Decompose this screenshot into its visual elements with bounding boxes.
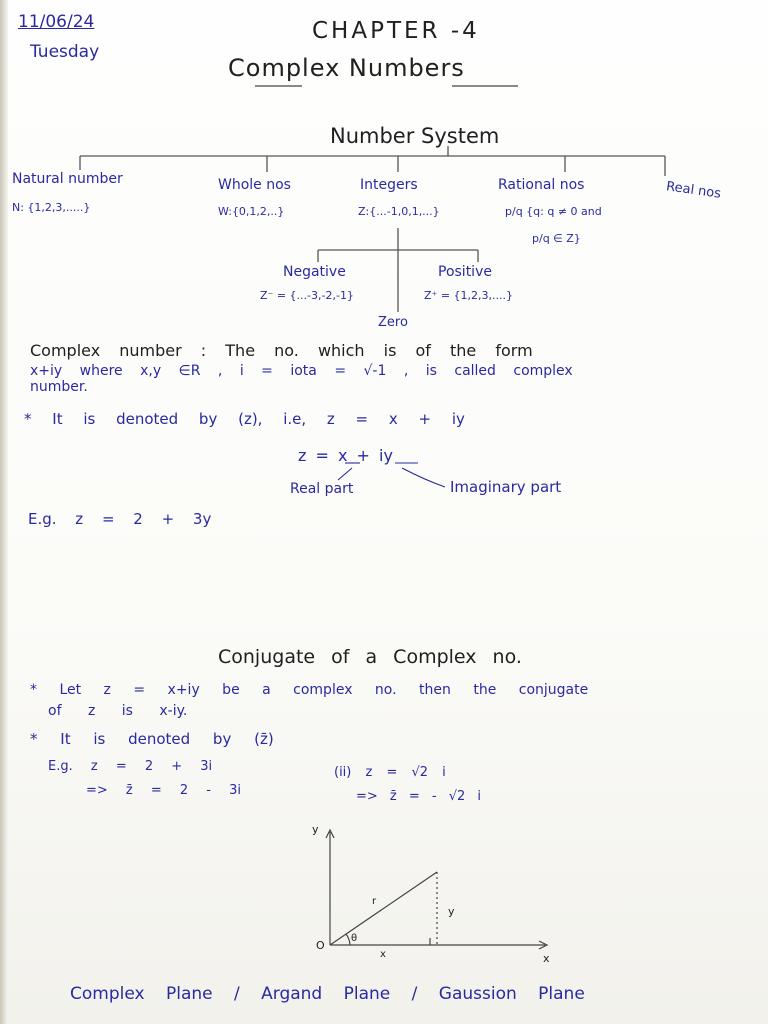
complex-denoted: * It is denoted by (z), i.e, z = x + iy (24, 410, 465, 428)
complex-def-line3: number. (30, 379, 88, 395)
conjugate-denoted: * It is denoted by (z̄) (30, 730, 274, 748)
conjugate-example1-zbar: => z̄ = 2 - 3i (86, 783, 242, 798)
rational-nos-set-line2: p/q ∈ Z} (532, 232, 581, 245)
x-axis-label: x (543, 952, 550, 965)
x-dimension-label: x (380, 949, 386, 960)
date: 11/06/24 (18, 12, 95, 32)
conjugate-line1: * Let z = x+iy be a complex no. then the conjugate (30, 682, 589, 698)
page-title: Complex Numbers (228, 54, 465, 82)
natural-number-label: Natural number (12, 171, 123, 187)
conjugate-heading: Conjugate of a Complex no. (218, 646, 522, 668)
complex-def-line1: Complex number : The no. which is of the form (30, 341, 533, 360)
modulus-label: r (372, 896, 377, 907)
whole-nos-set: W:{0,1,2,..} (218, 205, 285, 218)
complex-def-line2: x+iy where x,y ∈R , i = iota = √-1 , is called complex (30, 363, 573, 379)
number-system-title: Number System (330, 124, 500, 148)
real-nos-label: Real nos (665, 179, 722, 202)
real-part-label: Real part (290, 481, 354, 497)
imaginary-part-label: Imaginary part (450, 478, 562, 496)
rational-nos-set-line1: p/q {q: q ≠ 0 and (505, 205, 602, 218)
natural-number-set: N: {1,2,3,.....} (12, 201, 91, 214)
plane-caption: Complex Plane / Argand Plane / Gaussion Plane (70, 984, 585, 1004)
negative-label: Negative (283, 264, 346, 280)
chapter-title: CHAPTER -4 (312, 18, 480, 44)
y-axis-label: y (312, 823, 319, 836)
conjugate-example2-z: (ii) z = √2 i (334, 765, 446, 780)
rational-nos-label: Rational nos (498, 177, 585, 193)
conjugate-example2-zbar: => z̄ = - √2 i (356, 789, 482, 804)
negative-set: Z⁻ = {...-3,-2,-1} (260, 289, 354, 302)
zero-label: Zero (378, 315, 408, 330)
whole-nos-label: Whole nos (218, 177, 291, 193)
positive-set: Z⁺ = {1,2,3,....} (424, 289, 514, 302)
integers-label: Integers (360, 177, 418, 193)
positive-label: Positive (438, 264, 492, 280)
conjugate-example1-z: E.g. z = 2 + 3i (48, 759, 213, 774)
origin-label: O (316, 939, 325, 952)
conjugate-line2: of z is x-iy. (48, 703, 188, 719)
y-dimension-label: y (448, 905, 455, 918)
day: Tuesday (30, 42, 100, 62)
integers-set: Z:{...-1,0,1,...} (358, 205, 440, 218)
complex-example: E.g. z = 2 + 3y (28, 510, 212, 528)
complex-equation: z = x + iy (298, 446, 393, 465)
angle-label: θ (351, 933, 358, 944)
